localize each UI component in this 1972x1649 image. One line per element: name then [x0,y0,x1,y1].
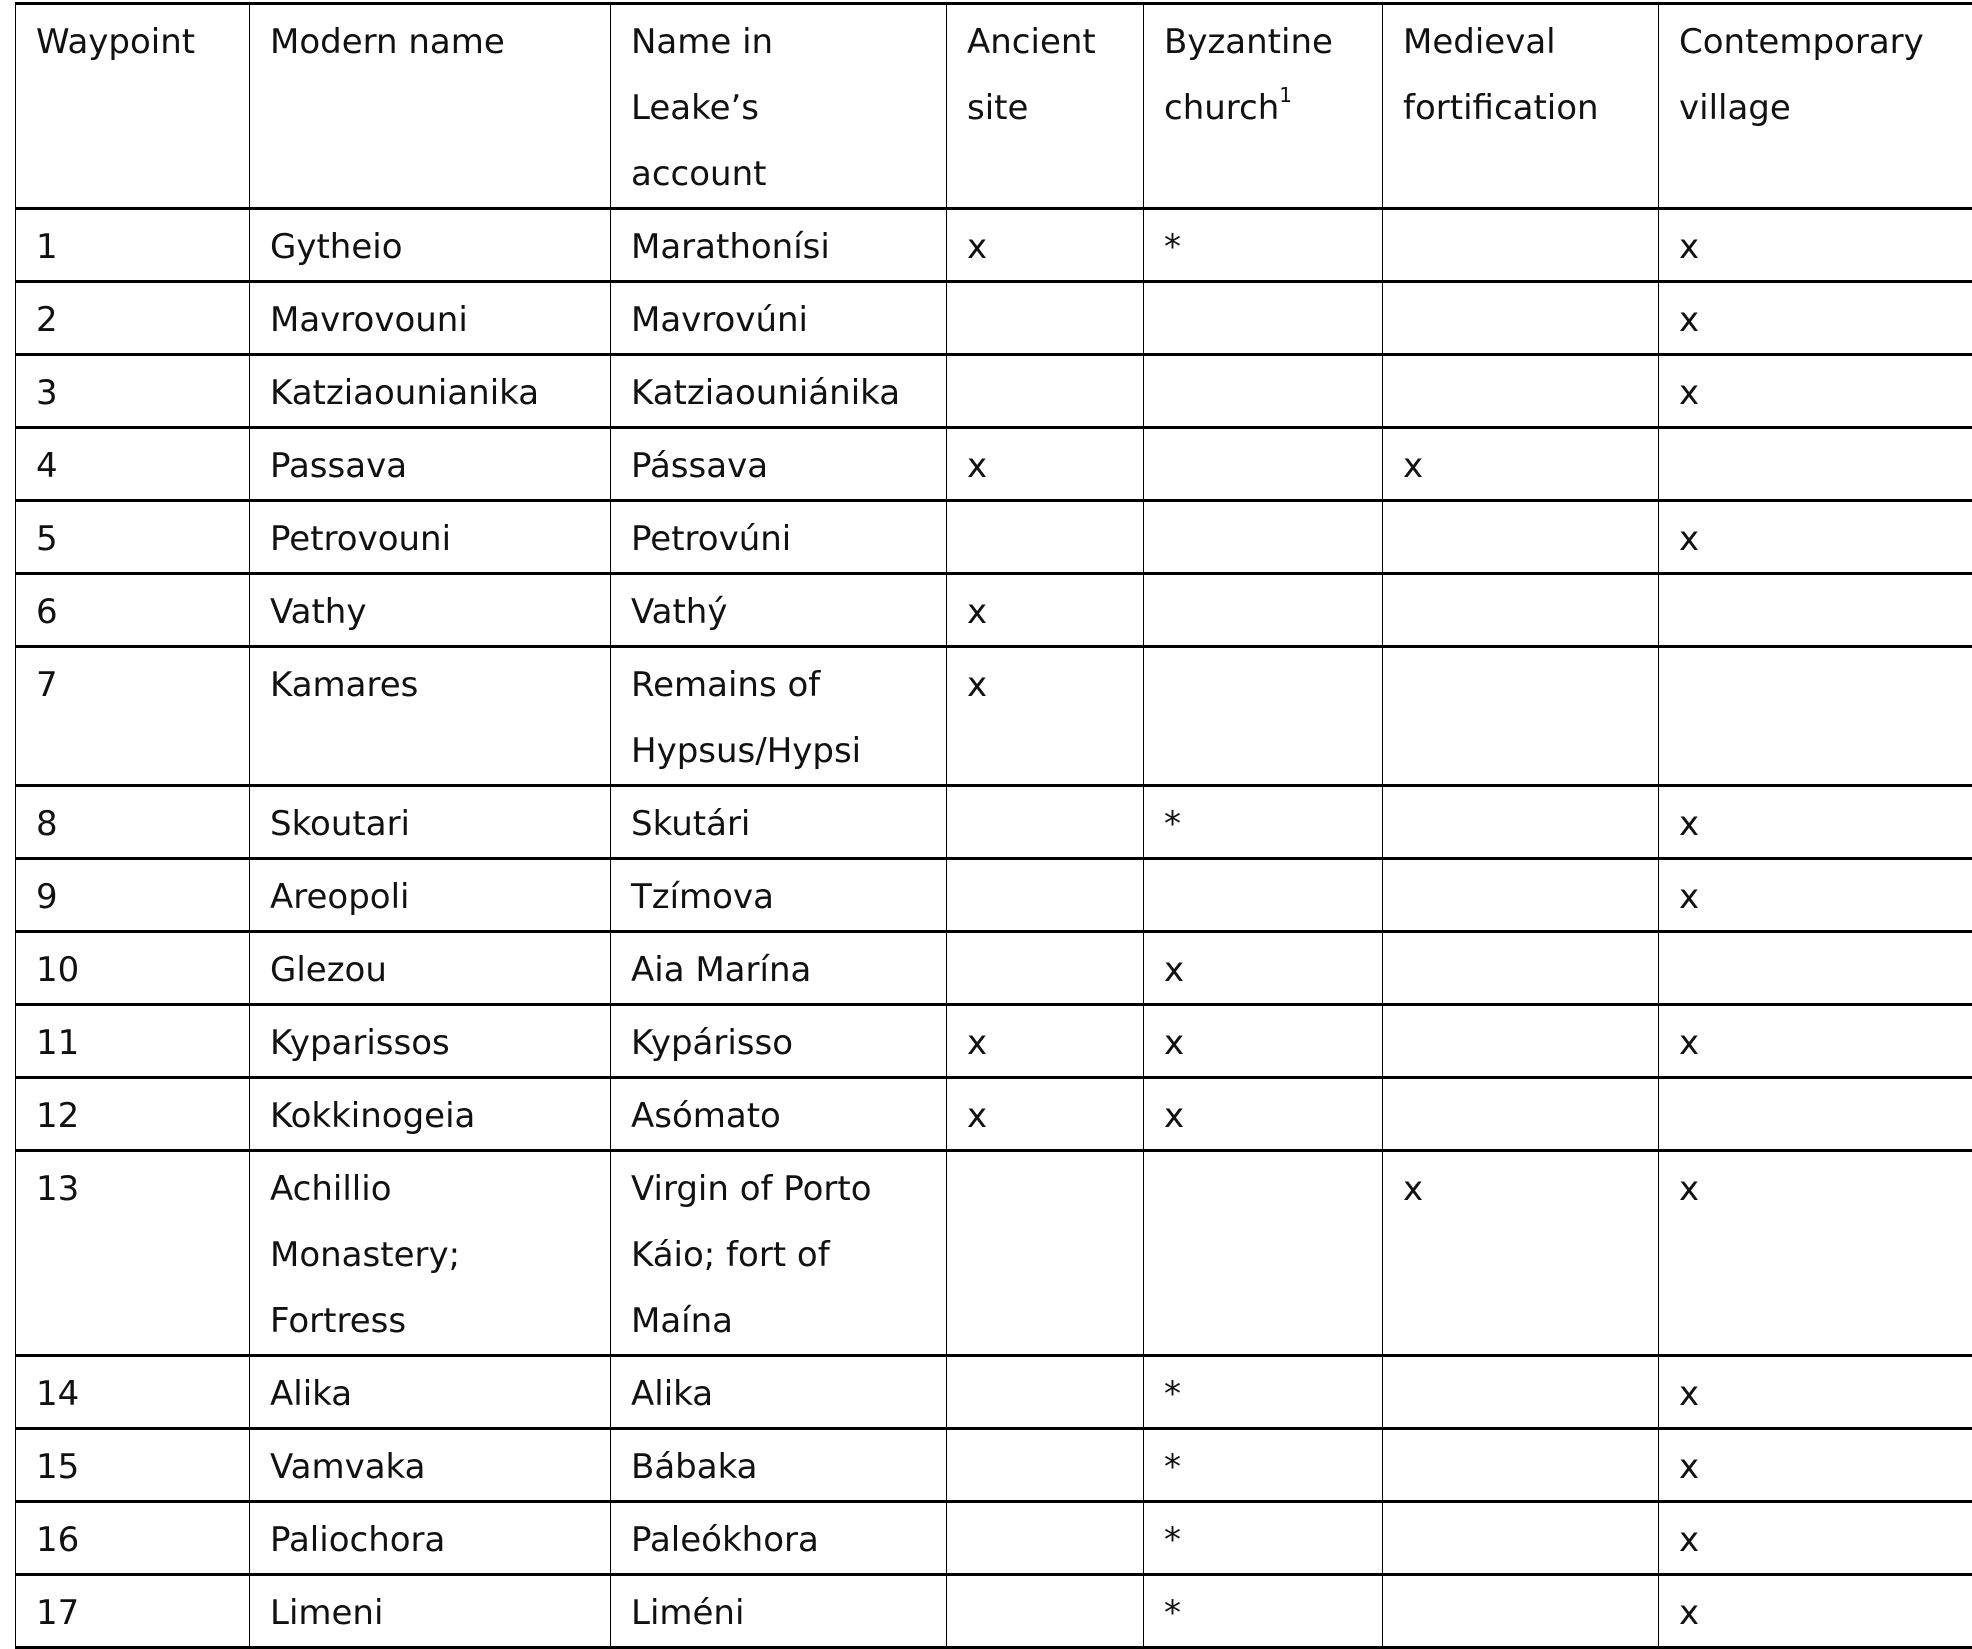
cell-medieval-fortification: x [1383,1151,1659,1356]
table-row [16,282,1972,355]
cell-contemporary-village [1659,574,1972,647]
table-row [16,355,1972,428]
cell-medieval-fortification [1383,501,1659,574]
cell-modern-name: Limeni [250,1575,611,1648]
table-row [16,1151,1972,1356]
cell-medieval-fortification [1383,355,1659,428]
cell-byzantine-church: * [1144,209,1383,282]
cell-medieval-fortification [1383,859,1659,932]
cell-waypoint: 12 [16,1078,250,1151]
cell-leake-name: Asómato [611,1078,947,1151]
cell-ancient-site [947,355,1144,428]
cell-ancient-site [947,932,1144,1005]
cell-leake-name: Alika [611,1356,947,1429]
table-row [16,786,1972,859]
cell-ancient-site [947,1575,1144,1648]
cell-leake-name: Virgin of Porto Káio; fort of Maína [611,1151,947,1356]
waypoint-table [15,2,1972,1649]
cell-waypoint: 6 [16,574,250,647]
table-row [16,1575,1972,1648]
cell-leake-name: Mavrovúni [611,282,947,355]
cell-medieval-fortification [1383,1078,1659,1151]
cell-leake-name: Vathý [611,574,947,647]
cell-ancient-site [947,1151,1144,1356]
cell-waypoint: 14 [16,1356,250,1429]
cell-leake-name: Katziaouniánika [611,355,947,428]
cell-medieval-fortification: x [1383,428,1659,501]
cell-ancient-site: x [947,1078,1144,1151]
cell-byzantine-church [1144,355,1383,428]
header-modern-name: Modern name [250,4,611,209]
cell-contemporary-village: x [1659,1151,1972,1356]
cell-modern-name: Mavrovouni [250,282,611,355]
cell-medieval-fortification [1383,1429,1659,1502]
cell-byzantine-church: * [1144,1356,1383,1429]
cell-modern-name: Kyparissos [250,1005,611,1078]
cell-contemporary-village: x [1659,1502,1972,1575]
cell-medieval-fortification [1383,647,1659,786]
cell-contemporary-village: x [1659,355,1972,428]
cell-leake-name: Petrovúni [611,501,947,574]
cell-waypoint: 17 [16,1575,250,1648]
cell-modern-name: Kamares [250,647,611,786]
cell-ancient-site: x [947,574,1144,647]
cell-ancient-site: x [947,647,1144,786]
cell-leake-name: Bábaka [611,1429,947,1502]
cell-waypoint: 3 [16,355,250,428]
cell-leake-name: Kypárisso [611,1005,947,1078]
header-byzantine-church [1144,4,1383,209]
cell-ancient-site: x [947,1005,1144,1078]
cell-contemporary-village: x [1659,786,1972,859]
cell-byzantine-church [1144,647,1383,786]
cell-ancient-site [947,1356,1144,1429]
cell-contemporary-village: x [1659,1005,1972,1078]
table-row [16,501,1972,574]
cell-waypoint: 13 [16,1151,250,1356]
cell-ancient-site: x [947,428,1144,501]
cell-leake-name: Marathonísi [611,209,947,282]
cell-waypoint: 15 [16,1429,250,1502]
table-row [16,428,1972,501]
table-row [16,1078,1972,1151]
cell-medieval-fortification [1383,1502,1659,1575]
cell-waypoint: 4 [16,428,250,501]
cell-contemporary-village: x [1659,1429,1972,1502]
table-row [16,1356,1972,1429]
cell-leake-name: Liméni [611,1575,947,1648]
cell-contemporary-village: x [1659,1356,1972,1429]
table-row [16,647,1972,786]
cell-byzantine-church [1144,428,1383,501]
cell-waypoint: 8 [16,786,250,859]
table-row [16,932,1972,1005]
cell-waypoint: 11 [16,1005,250,1078]
cell-leake-name: Skutári [611,786,947,859]
cell-modern-name: Alika [250,1356,611,1429]
cell-contemporary-village [1659,932,1972,1005]
cell-waypoint: 5 [16,501,250,574]
cell-leake-name: Tzímova [611,859,947,932]
cell-contemporary-village [1659,428,1972,501]
cell-modern-name: Glezou [250,932,611,1005]
header-medieval-fortification: Medieval fortification [1383,4,1659,209]
cell-contemporary-village: x [1659,209,1972,282]
table-row [16,859,1972,932]
cell-waypoint: 16 [16,1502,250,1575]
cell-byzantine-church: x [1144,1078,1383,1151]
cell-medieval-fortification [1383,282,1659,355]
cell-contemporary-village [1659,1078,1972,1151]
cell-modern-name: Passava [250,428,611,501]
cell-medieval-fortification [1383,1575,1659,1648]
cell-byzantine-church: * [1144,786,1383,859]
header-waypoint: Waypoint [16,4,250,209]
cell-contemporary-village: x [1659,1575,1972,1648]
cell-leake-name: Remains of Hypsus/Hypsi [611,647,947,786]
cell-modern-name: Kokkinogeia [250,1078,611,1151]
cell-contemporary-village [1659,647,1972,786]
cell-ancient-site [947,282,1144,355]
cell-contemporary-village: x [1659,501,1972,574]
cell-contemporary-village: x [1659,859,1972,932]
cell-waypoint: 7 [16,647,250,786]
footnote-marker: 1 [1279,83,1292,107]
cell-waypoint: 10 [16,932,250,1005]
cell-byzantine-church: * [1144,1575,1383,1648]
cell-medieval-fortification [1383,1356,1659,1429]
cell-waypoint: 2 [16,282,250,355]
table-row [16,1429,1972,1502]
cell-byzantine-church: x [1144,932,1383,1005]
cell-byzantine-church [1144,282,1383,355]
cell-modern-name: Paliochora [250,1502,611,1575]
cell-leake-name: Paleókhora [611,1502,947,1575]
header-leake-name: Name in Leake’s account [611,4,947,209]
cell-byzantine-church: * [1144,1429,1383,1502]
cell-waypoint: 1 [16,209,250,282]
cell-ancient-site [947,1429,1144,1502]
table-row [16,209,1972,282]
cell-ancient-site [947,786,1144,859]
cell-modern-name: Petrovouni [250,501,611,574]
cell-leake-name: Aia Marína [611,932,947,1005]
header-contemporary-village: Contemporary village [1659,4,1972,209]
cell-modern-name: Achillio Monastery; Fortress [250,1151,611,1356]
table-row [16,1005,1972,1078]
table-row [16,1502,1972,1575]
cell-leake-name: Pássava [611,428,947,501]
cell-byzantine-church [1144,859,1383,932]
cell-ancient-site [947,501,1144,574]
header-row [16,4,1972,209]
cell-modern-name: Gytheio [250,209,611,282]
table-row [16,574,1972,647]
cell-ancient-site [947,859,1144,932]
header-byzantine-church-label: Byzantine church [1164,22,1333,128]
cell-medieval-fortification [1383,574,1659,647]
header-ancient-site: Ancient site [947,4,1144,209]
cell-ancient-site: x [947,209,1144,282]
cell-byzantine-church [1144,574,1383,647]
cell-medieval-fortification [1383,209,1659,282]
cell-byzantine-church: x [1144,1005,1383,1078]
cell-modern-name: Vamvaka [250,1429,611,1502]
cell-byzantine-church [1144,501,1383,574]
cell-medieval-fortification [1383,1005,1659,1078]
cell-byzantine-church [1144,1151,1383,1356]
cell-modern-name: Areopoli [250,859,611,932]
cell-waypoint: 9 [16,859,250,932]
cell-modern-name: Vathy [250,574,611,647]
cell-medieval-fortification [1383,932,1659,1005]
cell-medieval-fortification [1383,786,1659,859]
cell-modern-name: Skoutari [250,786,611,859]
cell-contemporary-village: x [1659,282,1972,355]
cell-modern-name: Katziaounianika [250,355,611,428]
cell-byzantine-church: * [1144,1502,1383,1575]
cell-ancient-site [947,1502,1144,1575]
